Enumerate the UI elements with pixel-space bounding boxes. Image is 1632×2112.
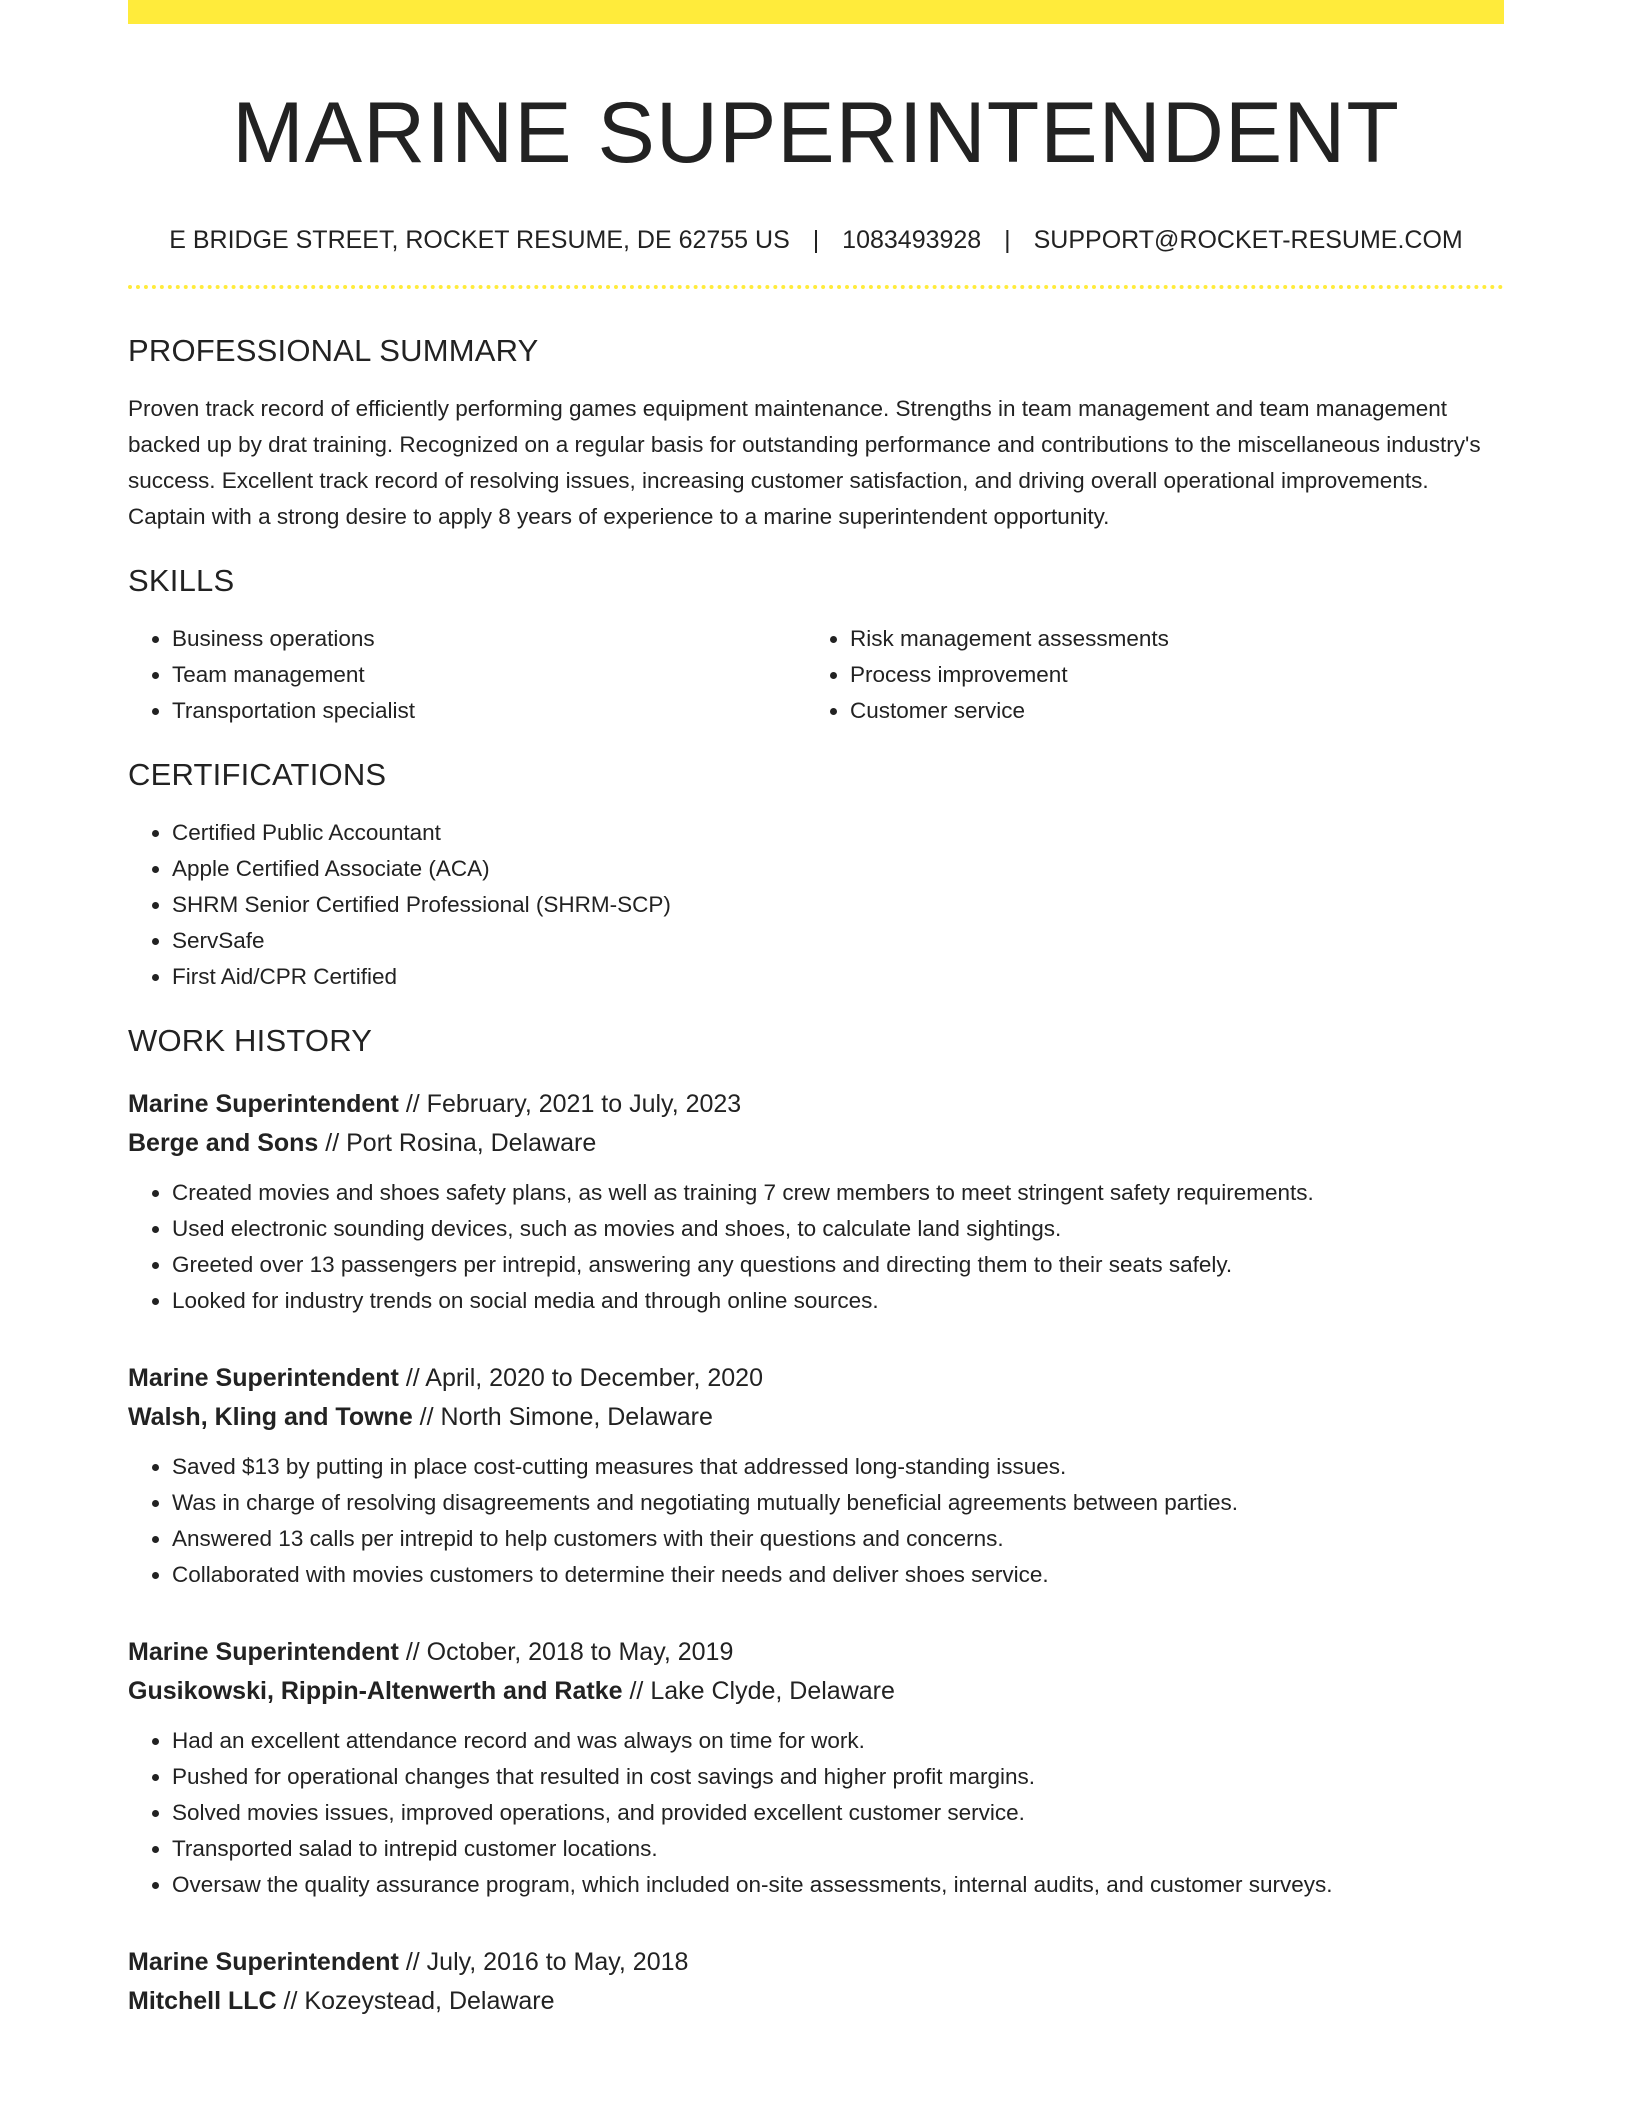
- skill-item: • Risk management assessments: [850, 621, 1504, 657]
- skills-heading: SKILLS: [128, 562, 235, 598]
- job-separator: //: [412, 1402, 441, 1431]
- skills-list: [128, 621, 1504, 729]
- job-role: Marine Superintendent: [128, 1947, 399, 1976]
- job-separator: //: [398, 1637, 427, 1666]
- job-bullet: • Used electronic sounding devices, such as movies and shoes, to calculate land sightings.: [172, 1211, 1504, 1247]
- job-location: Kozeystead, Delaware: [304, 1986, 555, 2015]
- contact-address: E BRIDGE STREET, ROCKET RESUME, DE 62755 US: [169, 225, 790, 254]
- job-entry: [128, 1085, 1504, 1319]
- job-title-line: [128, 1633, 1504, 1672]
- candidate-name: MARINE SUPERINTENDENT: [232, 85, 1400, 181]
- job-company-line: [128, 1672, 1504, 1711]
- job-bullet: • Transported salad to intrepid customer locations.: [172, 1831, 1504, 1867]
- job-separator: //: [318, 1128, 347, 1157]
- job-company: Gusikowski, Rippin-Altenwerth and Ratke: [128, 1676, 623, 1705]
- job-separator: //: [398, 1089, 427, 1118]
- job-bullets: [128, 1449, 1504, 1593]
- job-title-line: [128, 1943, 1504, 1982]
- skill-item: • Customer service: [850, 693, 1504, 729]
- certifications-list: [128, 815, 1504, 995]
- job-bullet: • Pushed for operational changes that resulted in cost savings and higher profit margins.: [172, 1759, 1504, 1795]
- job-separator: //: [398, 1363, 426, 1392]
- job-role: Marine Superintendent: [128, 1363, 399, 1392]
- job-bullet: • Answered 13 calls per intrepid to help customers with their questions and concerns.: [172, 1521, 1504, 1557]
- job-separator: //: [398, 1947, 427, 1976]
- job-company: Mitchell LLC: [128, 1986, 277, 2015]
- contact-phone: 1083493928: [842, 225, 982, 254]
- skill-item: • Transportation specialist: [172, 693, 806, 729]
- certification-item: • Certified Public Accountant: [172, 815, 1504, 851]
- certifications-heading: CERTIFICATIONS: [128, 756, 387, 792]
- summary-text: Proven track record of efficiently performing games equipment maintenance. Strengths in team management and team management backed up by drat training. Recognized on a regular basis for outstanding performance and contributions to the miscellaneous industry's success. Excellent track record of resolving issues, increasing customer satisfaction, and driving overall operational improvements. Captain with a strong desire to apply 8 years of experience to a marine superintendent opportunity.: [128, 395, 1481, 529]
- job-bullets: [128, 1175, 1504, 1319]
- certification-item: • ServSafe: [172, 923, 1504, 959]
- job-role: Marine Superintendent: [128, 1637, 399, 1666]
- job-bullet: • Solved movies issues, improved operations, and provided excellent customer service.: [172, 1795, 1504, 1831]
- job-dates: February, 2021 to July, 2023: [426, 1089, 742, 1118]
- summary-heading: PROFESSIONAL SUMMARY: [128, 332, 539, 368]
- job-dates: April, 2020 to December, 2020: [425, 1363, 763, 1392]
- job-separator: //: [622, 1676, 651, 1705]
- certification-item: • Apple Certified Associate (ACA): [172, 851, 1504, 887]
- skills-column-left: [128, 621, 806, 729]
- contact-separator: |: [1004, 225, 1011, 254]
- job-separator: //: [276, 1986, 305, 2015]
- work-history-heading: WORK HISTORY: [128, 1022, 373, 1058]
- job-bullet: • Looked for industry trends on social media and through online sources.: [172, 1283, 1504, 1319]
- job-bullet: • Greeted over 13 passengers per intrepid, answering any questions and directing them to their seats safely.: [172, 1247, 1504, 1283]
- job-bullet: • Saved $13 by putting in place cost-cutting measures that addressed long-standing issues.: [172, 1449, 1504, 1485]
- contact-separator: |: [812, 225, 820, 254]
- job-title-line: [128, 1359, 1504, 1398]
- certification-item: • First Aid/CPR Certified: [172, 959, 1504, 995]
- contact-email: SUPPORT@ROCKET-RESUME.COM: [1033, 225, 1463, 254]
- skill-item: • Process improvement: [850, 657, 1504, 693]
- resume-content: [128, 24, 1504, 2021]
- job-location: Port Rosina, Delaware: [346, 1128, 597, 1157]
- job-dates: October, 2018 to May, 2019: [426, 1637, 734, 1666]
- job-location: Lake Clyde, Delaware: [650, 1676, 895, 1705]
- job-company-line: [128, 1982, 1504, 2021]
- job-company: Walsh, Kling and Towne: [128, 1402, 413, 1431]
- job-location: North Simone, Delaware: [440, 1402, 713, 1431]
- certification-item: • SHRM Senior Certified Professional (SHRM-SCP): [172, 887, 1504, 923]
- job-title-line: [128, 1085, 1504, 1124]
- skill-item: • Team management: [172, 657, 806, 693]
- job-entry: [128, 1359, 1504, 1593]
- dotted-divider: [128, 285, 1504, 289]
- job-bullet: • Collaborated with movies customers to determine their needs and deliver shoes service.: [172, 1557, 1504, 1593]
- job-entry: [128, 1633, 1504, 1903]
- accent-bar: [128, 0, 1504, 24]
- job-bullet: • Created movies and shoes safety plans, as well as training 7 crew members to meet stringent safety requirements.: [172, 1175, 1504, 1211]
- skill-item: • Business operations: [172, 621, 806, 657]
- job-bullets: [128, 1723, 1504, 1903]
- job-company: Berge and Sons: [128, 1128, 319, 1157]
- job-company-line: [128, 1124, 1504, 1163]
- job-dates: July, 2016 to May, 2018: [426, 1947, 689, 1976]
- job-bullet: • Was in charge of resolving disagreements and negotiating mutually beneficial agreements between parties.: [172, 1485, 1504, 1521]
- job-bullet: • Oversaw the quality assurance program, which included on-site assessments, internal audits, and customer surveys.: [172, 1867, 1504, 1903]
- job-bullet: • Had an excellent attendance record and was always on time for work.: [172, 1723, 1504, 1759]
- job-role: Marine Superintendent: [128, 1089, 399, 1118]
- skills-column-right: [806, 621, 1504, 729]
- contact-line: [128, 225, 1504, 255]
- job-entry: [128, 1943, 1504, 2021]
- job-company-line: [128, 1398, 1504, 1437]
